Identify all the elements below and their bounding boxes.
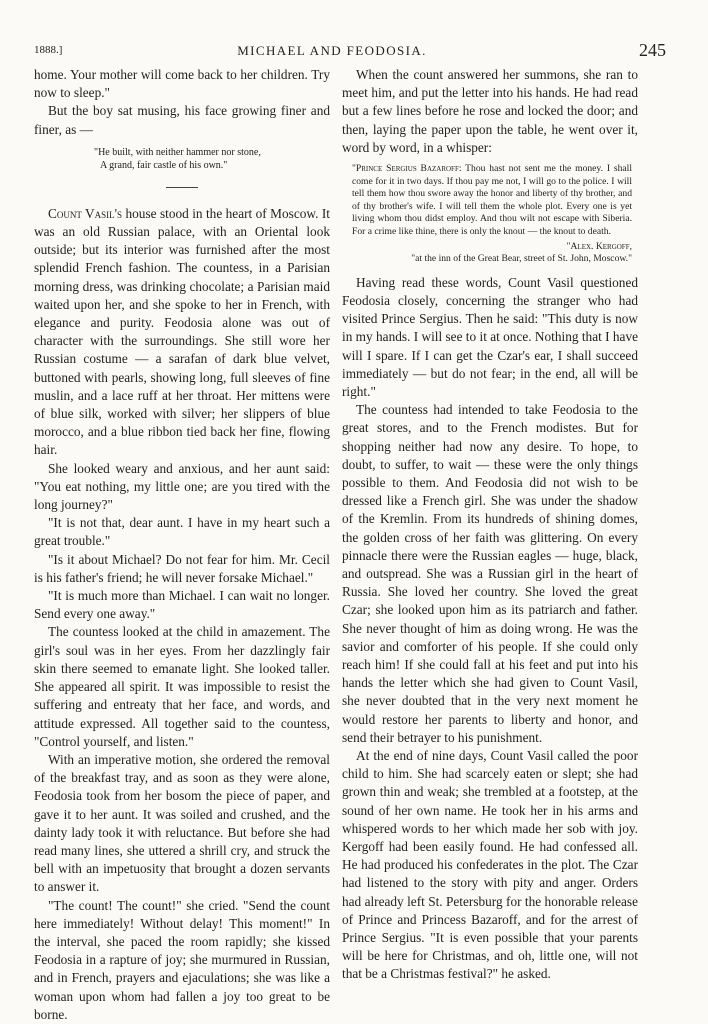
letter-salutation: "Prince Sergius Bazaroff: bbox=[352, 163, 462, 175]
paragraph: The countess had intended to take Feodosia to the great stores, and to the French modistes. But for shopping neither had now any desire. To hope, to doubt, to suffer, to wait — these were the only things possible to them. And Feodosia did not wish to be dressed like a French girl. She was under the shadow of the Kremlin. From its hundreds of shining domes, the golden cross of her faith was glittering. On every pinnacle there were the Russian eagles — huge, black, and outspread. She was a Russian girl in the heart of Russia. She loved her country. She loved the great Czar; she looked upon him as its patriarch and father. She never thought of him as doing wrong. He was the savior and comforter of his people. If she could only reach him! If she could fall at his feet and put into his hands the letter which she had given to Count Vasil, she never doubted that in the very next moment he would restore her parents to liberty and honor, and send their betrayer to his punishment. bbox=[342, 402, 638, 745]
verse-quote bbox=[94, 146, 330, 172]
letter-signature: "Alex. Kergoff, bbox=[566, 240, 632, 252]
verse-line: "He built, with neither hammer nor stone, bbox=[94, 146, 261, 158]
page-number: 245 bbox=[639, 40, 666, 60]
letter-text: Thou hast not sent me the money. I shall come for it in two days. If thou pay me not, I will go to the police. I will tell them how thou swore away the honor and liberty of thy brother, and of thy brother's wife. I will tell them the whole plot. Every one is yet living whom thou didst employ. And thou wilt not escape with Siberia. For a crime like thine, there is only the knout — the knout to death. bbox=[352, 163, 632, 237]
left-column bbox=[34, 66, 330, 1024]
letter-quote bbox=[352, 163, 632, 266]
letter-address: "at the inn of the Great Bear, street of St. John, Moscow." bbox=[411, 253, 632, 265]
paragraph: "Is it about Michael? Do not fear for him. Mr. Cecil is his father's friend; he will never forsake Michael." bbox=[34, 551, 330, 585]
header-year: 1888.] bbox=[34, 44, 63, 56]
paragraph: When the count answered her summons, she ran to meet him, and put the letter into his hands. He had read but a few lines before he rose and locked the door; and then, laying the paper upon the table, he went over it, word by word, in a whisper: bbox=[342, 67, 638, 155]
paragraph: She looked weary and anxious, and her aunt said: "You eat nothing, my little one; are you tired with the long journey?" bbox=[34, 460, 330, 513]
paragraph: home. Your mother will come back to her children. Try now to sleep." bbox=[34, 67, 330, 101]
section-divider bbox=[166, 187, 198, 188]
paragraph: Having read these words, Count Vasil questioned Feodosia closely, concerning the stranger who had visited Prince Sergius. Then he said: "This duty is now in my hands. I will see to it at once. Nothing that I have will I spare. If I can get the Czar's ear, I shall succeed immediately — but do not fear; in the end, all will be right." bbox=[342, 274, 638, 399]
header-title: MICHAEL AND FEODOSIA. bbox=[237, 43, 427, 58]
lead-in: Count Vasil's bbox=[48, 205, 123, 221]
paragraph bbox=[34, 205, 330, 460]
paragraph: At the end of nine days, Count Vasil called the poor child to him. She had scarcely eaten or slept; she had grown thin and weak; she trembled at a footstep, at the sound of her own name. He took her in his arms and whispered words to her which made her sob with joy. Kergoff had been easily found. He had confessed all. He had produced his confederates in the plot. The Czar had listened to the story with pity and anger. Orders had already left St. Petersburg for the honorable release of Prince and Princess Bazaroff, and for the arrest of Prince Sergius. "It is even possible that your parents will be here for Christmas, and oh, little one, will not that be a Christmas festival?" he asked. bbox=[342, 748, 638, 982]
paragraph: The countess looked at the child in amazement. The girl's soul was in her eyes. From her dazzlingly fair skin there seemed to emanate light. She looked taller. She appeared all spirit. It was impossible to resist the suffering and entreaty that her face, and words, and attitude expressed. All together said to the countess, "Control yourself, and listen." bbox=[34, 624, 330, 749]
running-header bbox=[34, 40, 666, 62]
paragraph-text: house stood in the heart of Moscow. It was an old Russian palace, with an Oriental look outside; but its interior was furnished after the most splendid French fashion. The countess, in a Parisian morning dress, was drinking chocolate; a Parisian maid waited upon her, and she spoke to her in French, with elegance and purity. Feodosia alone was out of character with the surroundings. She still wore her Russian costume — a sarafan of dark blue velvet, buttoned with pearls, showing long, full sleeves of fine muslin, and a lace ruff at her throat. Her mittens were of blue silk, worked with silver; her slippers of blue morocco, and a blue ribbon tied back her fine, flowing hair. bbox=[34, 205, 330, 458]
paragraph: With an imperative motion, she ordered the removal of the breakfast tray, and as soon as they were alone, Feodosia took from her bosom the piece of paper, and gave it to her aunt. It was soiled and crushed, and the dainty lady took it with reluctance. But before she had read many lines, she uttered a shrill cry, and struck the bell with an impetuosity that brought a dozen servants to answer it. bbox=[34, 751, 330, 895]
paragraph: "It is much more than Michael. I can wait no longer. Send every one away." bbox=[34, 588, 330, 622]
paragraph: "The count! The count!" she cried. "Send the count here immediately! Without delay! This moment!" In the interval, she paced the room rapidly; she kissed Feodosia in a rapture of joy; she murmured in Russian, and in French, prayers and ejaculations; she was like a woman upon whom had fallen a joy too great to be borne. bbox=[34, 897, 330, 1022]
verse-line: A grand, fair castle of his own." bbox=[100, 159, 228, 171]
paragraph: "It is not that, dear aunt. I have in my heart such a great trouble." bbox=[34, 515, 330, 549]
paragraph: But the boy sat musing, his face growing finer and finer, as — bbox=[34, 103, 330, 137]
right-column bbox=[342, 66, 638, 984]
